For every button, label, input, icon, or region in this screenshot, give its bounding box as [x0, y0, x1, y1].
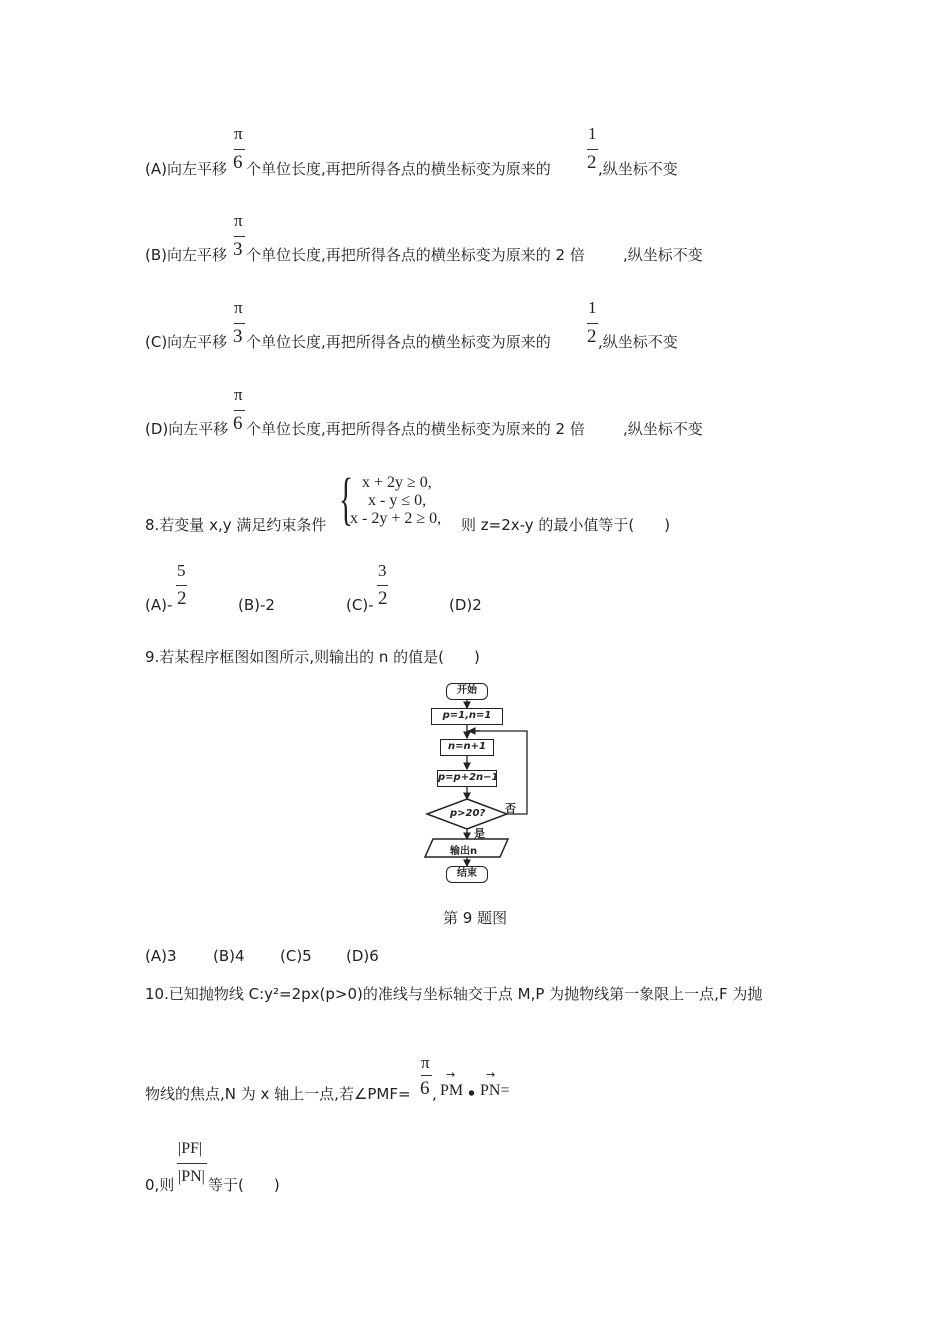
q8-option-d: (D)2 [449, 596, 482, 614]
scale-numerator: 1 [588, 298, 597, 317]
fraction-denominator: 6 [233, 152, 243, 173]
option-label: (A)向左平移 [145, 160, 227, 178]
vector-pm: PM [440, 1082, 464, 1099]
fraction-denominator: 3 [233, 239, 243, 260]
fraction-bar [234, 323, 245, 324]
q8-option-a-label: (A)- [145, 596, 173, 614]
q8-stem-prefix: 8.若变量 x,y 满足约束条件 [145, 516, 327, 534]
figure-caption: 第 9 题图 [443, 909, 508, 927]
q10-line-2-prefix: 物线的焦点,N 为 x 轴上一点,若∠PMF= [145, 1085, 411, 1103]
q9-option-b: (B)4 [213, 947, 245, 965]
q9-option-a: (A)3 [145, 947, 177, 965]
option-tail: ,纵坐标不变 [598, 333, 678, 351]
vector-arrow: → [446, 1068, 456, 1081]
flowchart-end: 结束 [446, 866, 488, 883]
option-text: 个单位长度,再把所得各点的横坐标变为原来的 2 倍 [246, 420, 585, 438]
fraction-denominator: 3 [233, 326, 243, 347]
fraction-bar [421, 1075, 432, 1076]
dot-operator: • [468, 1083, 476, 1105]
flowchart-output: 输出n [450, 846, 478, 857]
flowchart-no-label: 否 [505, 802, 516, 815]
option-tail: ,纵坐标不变 [623, 420, 703, 438]
scale-denominator: 2 [587, 326, 597, 347]
ratio-denominator: |PN| [178, 1168, 205, 1185]
flowchart-step-p: p=p+2n−1 [437, 770, 497, 787]
flowchart-start: 开始 [446, 683, 488, 700]
fraction-numerator: π [234, 385, 243, 404]
q8-stem-suffix: 则 z=2x-y 的最小值等于( ) [461, 516, 671, 534]
ratio-numerator: |PF| [178, 1140, 203, 1157]
option-label: (B)向左平移 [145, 246, 227, 264]
vector-arrow: → [486, 1068, 496, 1081]
fraction-numerator: π [234, 211, 243, 230]
constraint-1: x + 2y ≥ 0, [362, 474, 432, 491]
option-tail: ,纵坐标不变 [623, 246, 703, 264]
q8-option-c-denominator: 2 [378, 588, 388, 609]
fraction-bar [377, 585, 388, 586]
flowchart-init: p=1,n=1 [431, 708, 503, 725]
comma: , [432, 1085, 437, 1103]
fraction-denominator: 6 [233, 413, 243, 434]
q9-option-d: (D)6 [346, 947, 379, 965]
fraction-numerator: π [234, 124, 243, 143]
q8-option-a-numerator: 5 [177, 561, 186, 580]
vector-pn: PN= [480, 1082, 510, 1099]
option-text: 个单位长度,再把所得各点的横坐标变为原来的 2 倍 [246, 246, 585, 264]
scale-numerator: 1 [588, 124, 597, 143]
angle-denominator: 6 [420, 1078, 430, 1099]
flowchart-step-n: n=n+1 [440, 739, 494, 756]
fraction-bar [234, 410, 245, 411]
angle-numerator: π [421, 1053, 430, 1072]
flowchart-condition: p>20? [450, 808, 486, 819]
fraction-numerator: π [234, 298, 243, 317]
brace-symbol: { [339, 466, 353, 531]
fraction-bar [234, 236, 245, 237]
q8-option-b: (B)-2 [238, 596, 275, 614]
q10-line-1: 10.已知抛物线 C:y²=2px(p>0)的准线与坐标轴交于点 M,P 为抛物线第一象限上一点,F 为抛 [145, 985, 763, 1003]
constraint-3: x - 2y + 2 ≥ 0, [350, 510, 442, 527]
q8-option-c-label: (C)- [346, 596, 374, 614]
fraction-bar [587, 323, 598, 324]
scale-denominator: 2 [587, 152, 597, 173]
fraction-bar [176, 585, 187, 586]
fraction-bar [177, 1163, 207, 1164]
q9-option-c: (C)5 [280, 947, 312, 965]
option-text: 个单位长度,再把所得各点的横坐标变为原来的 [246, 333, 551, 351]
option-text: 个单位长度,再把所得各点的横坐标变为原来的 [246, 160, 551, 178]
constraint-2: x - y ≤ 0, [368, 492, 427, 509]
q8-option-c-numerator: 3 [378, 561, 387, 580]
q10-line-3-prefix: 0,则 [145, 1176, 175, 1194]
option-label: (C)向左平移 [145, 333, 228, 351]
fraction-bar [587, 149, 598, 150]
q10-line-3-suffix: 等于( ) [208, 1176, 280, 1194]
flowchart-yes-label: 是 [474, 827, 485, 840]
q8-option-a-denominator: 2 [177, 588, 187, 609]
q9-stem: 9.若某程序框图如图所示,则输出的 n 的值是( ) [145, 648, 480, 666]
fraction-bar [234, 149, 245, 150]
option-tail: ,纵坐标不变 [598, 160, 678, 178]
option-label: (D)向左平移 [145, 420, 229, 438]
